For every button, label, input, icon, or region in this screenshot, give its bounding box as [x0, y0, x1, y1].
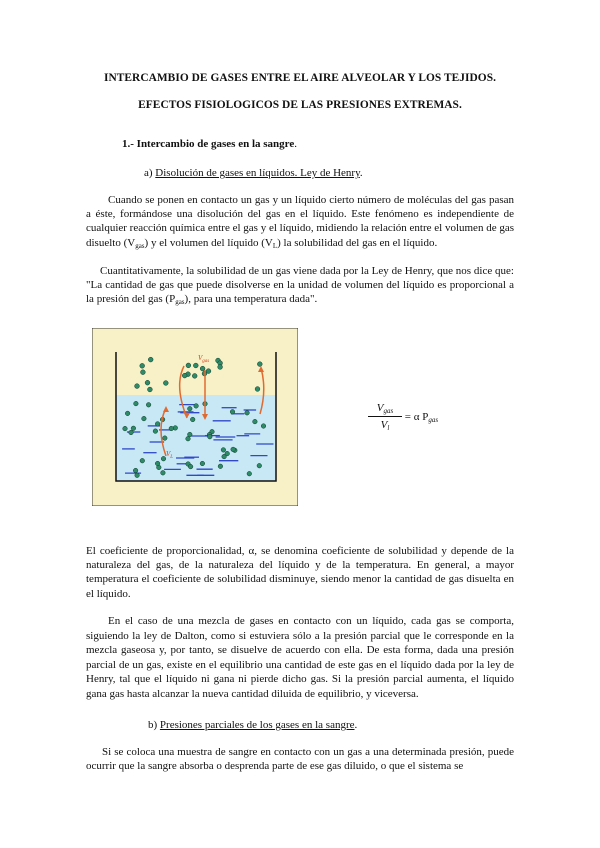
label-v-liquid: $V_L$: [166, 450, 174, 460]
gas-molecule: [140, 363, 145, 368]
dissolved-molecule: [133, 468, 138, 473]
dissolved-molecule: [146, 403, 151, 408]
page-title-line-2: EFECTOS FISIOLOGICOS DE LAS PRESIONES EXTREMAS.: [138, 99, 462, 111]
paragraph-blood-sample: Si se coloca una muestra de sangre en contacto con un gas a una determinada presión, puede ocurrir que la sangre absorba o desprenda parte de ese gas diluido, o que el sistema se: [86, 746, 514, 773]
gas-molecule: [218, 365, 223, 370]
dissolved-molecule: [125, 411, 130, 416]
dissolved-molecule: [140, 458, 145, 463]
gas-molecule: [163, 381, 168, 386]
gas-molecule: [192, 374, 197, 379]
label-v-gas: $V_{gas}$: [198, 354, 210, 364]
subsection-a-heading: a) Disolución de gases en líquidos. Ley de Henry.: [144, 167, 363, 179]
henry-law-diagram: [92, 328, 298, 506]
dissolved-molecule: [188, 464, 193, 469]
dissolved-molecule: [231, 447, 236, 452]
gas-molecule: [193, 363, 198, 368]
gas-molecule: [141, 370, 146, 375]
page-title-line-1: INTERCAMBIO DE GASES ENTRE EL AIRE ALVEOLAR Y LOS TEJIDOS.: [104, 72, 496, 84]
dissolved-molecule: [134, 401, 139, 406]
gas-molecule: [145, 380, 150, 385]
dissolved-molecule: [261, 424, 266, 429]
henry-formula: [368, 402, 438, 431]
dissolved-molecule: [142, 416, 147, 421]
gas-molecule: [148, 357, 153, 362]
fraction-bar: [368, 416, 402, 417]
dissolved-molecule: [194, 404, 199, 409]
dissolved-molecule: [186, 436, 191, 441]
dissolved-molecule: [169, 426, 174, 431]
dissolved-molecule: [230, 410, 235, 415]
dissolved-molecule: [188, 406, 193, 411]
gas-molecule: [257, 362, 262, 367]
subsection-b-heading: b) Presiones parciales de los gases en la sangre.: [148, 719, 358, 731]
dissolved-molecule: [247, 471, 252, 476]
paragraph-henry-law: Cuantitativamente, la solubilidad de un gas viene dada por la Ley de Henry, que nos dice que: "La cantidad de gas que puede disolverse en la unidad de volumen del líquido es proporcional a la presión del gas $(P_{gas})$, para una temperatura dada".: [86, 265, 514, 307]
dissolved-molecule: [155, 422, 160, 427]
gas-molecule: [186, 363, 191, 368]
gas-molecule: [135, 384, 140, 389]
formula-numerator: $V_{gas}$: [376, 402, 394, 415]
formula-denominator: $V_l$: [380, 419, 390, 432]
paragraph-coefficient: El coeficiente de proporcionalidad, α, se denomina coeficiente de solubilidad y depende de la naturaleza del gas, de la naturaleza del líquido y de la temperatura. En general, a mayor temperatura el coeficiente de solubilidad disminuye, siendo menor la cantidad de gas disuelta en el líquido.: [86, 545, 514, 600]
dissolved-molecule: [155, 461, 160, 466]
dissolved-molecule: [131, 426, 136, 431]
dissolved-molecule: [129, 430, 134, 435]
dissolved-molecule: [225, 451, 230, 456]
dissolved-molecule: [208, 434, 213, 439]
dissolved-molecule: [161, 471, 166, 476]
section-heading: 1.- Intercambio de gases en la sangre.: [122, 138, 297, 150]
formula-rhs: = α $P_{gas}$: [404, 410, 439, 424]
dissolved-molecule: [190, 417, 195, 422]
dissolved-molecule: [245, 411, 250, 416]
paragraph-dissolution: Cuando se ponen en contacto un gas y un líquido cierto número de moléculas del gas pasan a éste, formándose una disolución del gas en el líquido. Este fenómeno es independiente de cualquier reacción química entre el gas y el líquido, midiendo la relación entre el volumen de gas disuelto $(V_{gas})$ y el volumen del líquido $(V_L)$ la solubilidad del gas en el líquido.: [86, 194, 514, 250]
dissolved-molecule: [153, 429, 158, 434]
dissolved-molecule: [123, 426, 128, 431]
dissolved-molecule: [135, 473, 140, 478]
paragraph-dalton: En el caso de una mezcla de gases en contacto con un líquido, cada gas se comporta, siguiendo la ley de Dalton, como si estuviera sólo a la presión parcial que le corresponde en la mezcla gaseosa y, por tanto, se disuelve de acuerdo con ella. De esta forma, dada una presión parcial de un gas, existe en el equilibrio una cantidad de este gas en el líquido dada por la ley de Henry, tal que el líquido ni gana ni pierde dicho gas. Si la presión parcial aumenta, el líquido gana gas hasta alcanzar la nueva cantidad diluida de equilibrio, y viceversa.: [86, 615, 514, 700]
dissolved-molecule: [188, 432, 193, 437]
dissolved-molecule: [163, 436, 168, 441]
dissolved-molecule: [221, 448, 226, 453]
dissolved-molecule: [253, 419, 258, 424]
dissolved-molecule: [218, 464, 223, 469]
dissolved-molecule: [257, 463, 262, 468]
gas-molecule: [148, 387, 153, 392]
dissolved-molecule: [200, 461, 205, 466]
gas-molecule: [182, 373, 187, 378]
gas-molecule: [255, 387, 260, 392]
